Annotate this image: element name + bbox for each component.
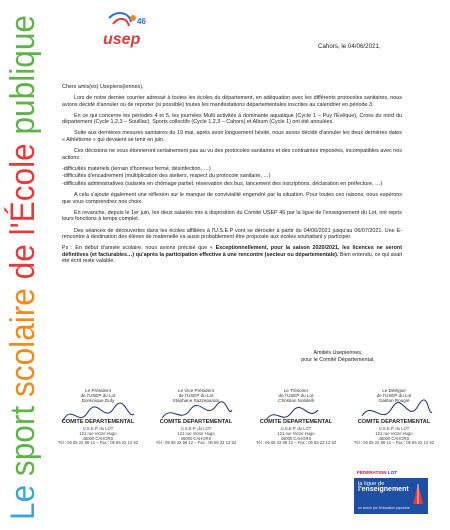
stamp-line: 121 rue Victor Hugo bbox=[375, 430, 413, 436]
list-item: -difficultés matériels (terrain d'honneur fermé, désinfection, …) bbox=[62, 165, 211, 172]
paragraph-6: En revanche, depuis le 1er juin, les deux salariés mis à disposition du Comité USEP 46 par la ligue de l'enseignement du Lot, ont repris leurs fonctions à temps complet. bbox=[62, 209, 402, 223]
stamp-line: U.S.E.P. du LOT bbox=[378, 426, 410, 431]
banner-text-graphic bbox=[0, 0, 46, 530]
closing bbox=[268, 350, 408, 364]
difficulties-list bbox=[62, 166, 402, 188]
paragraph-7: Des séances de découvertes dans les écoles affiliées à l'U.S.E.P vont se dérouler à partir du 04/06/2021 jusqu'au 06/07/2021. Une E-rencontre à destination des élèves de maternelle va aussi probablement être proposée aux écoles souhaitant y participer. bbox=[62, 227, 402, 241]
letter-date: Cahors, le 04/06/2021, bbox=[318, 43, 381, 50]
banner-word: publique bbox=[4, 5, 42, 135]
stamp-title: COMITE DEPARTEMENTAL bbox=[159, 419, 233, 425]
stamp-line: U.S.E.P. du LOT bbox=[82, 426, 114, 431]
paragraph-3: Suite aux dernières mesures sanitaires du 19 mai, après avoir longuement hésité, nous avons décidé d'annuler les deux dernières dates « Athlétisme » qui devaient se tenir en juin. bbox=[62, 130, 402, 144]
stamp-line: 46000 CAHORS bbox=[280, 435, 312, 441]
logo-number: 46 bbox=[137, 17, 146, 26]
stamp-line: 121 rue Victor Hugo bbox=[177, 430, 215, 436]
stamp-body bbox=[250, 427, 342, 446]
ligue-line-2: l'enseignement bbox=[358, 486, 409, 494]
paragraph-1: Lors de notre dernier courrier adressé à toutes les écoles du département, en adéquation avec les différents protocoles sanitaires, nous avions décidé d'annuler ou de reporter (si possible) toutes les manifestations départementales inscrites au calendrier en période 3. bbox=[62, 95, 402, 108]
ps-intro: Ps : En début d'année scolaire, nous avions précisé que « bbox=[62, 245, 216, 252]
logo-brand: usep bbox=[103, 31, 141, 48]
signature-block bbox=[250, 388, 342, 458]
closing-line-1: Amitiés Usepiennes, bbox=[313, 350, 363, 356]
banner-word: Le bbox=[4, 472, 42, 520]
stamp-line: 46000 CAHORS bbox=[180, 435, 212, 441]
stamp-line: Tél : 05 65 22 68 12 – Fax : 05 65 22 12 52 bbox=[255, 440, 337, 446]
stamp-line: 121 rue Victor Hugo bbox=[79, 430, 117, 436]
banner-word: sport bbox=[4, 391, 42, 477]
federation-dept: LOT bbox=[387, 470, 397, 475]
stamp-title: COMITE DEPARTEMENTAL bbox=[259, 419, 333, 425]
usep-logo bbox=[95, 10, 155, 54]
ps-bold: Exceptionnellement, pour la saison 2020/2021, les licences ne seront définitives (et facturables…) qu'après la participation effective à une rencontre (secteur ou départementale). bbox=[62, 245, 402, 258]
stamp-line: Tél : 05 65 22 68 12 – Fax : 05 65 22 12 52 bbox=[353, 440, 435, 446]
signature-block bbox=[348, 388, 440, 458]
signer-name: Christian Nobilelli bbox=[278, 398, 314, 404]
signer-role-org: de l'USEP du Lot bbox=[376, 393, 412, 399]
paragraph-2: En ce qui concerne les périodes 4 et 5, les journées Multi activités à dominante aquatique (Cycle 1 – Puy l'Évêque), Cross du nord du département (Cycle 1,2,3 – Souillac), Sports collectifs (Cycle 1,2,3 – Cahors) et Album (Cycle 1) ont été annulées. bbox=[62, 112, 402, 126]
ligue-tagline: un avenir par l'éducation populaire bbox=[358, 505, 410, 510]
signer-role: Le Vice Président bbox=[178, 388, 214, 393]
closing-line-2: pour le Comité Départemental, bbox=[301, 356, 375, 363]
signer-role: Le Trésorier bbox=[283, 388, 309, 393]
letter-body bbox=[62, 84, 402, 269]
stamp-title: COMITE DEPARTEMENTAL bbox=[61, 419, 135, 425]
signer-role-org: de l'USEP du Lot bbox=[80, 393, 116, 399]
stamp-line: 46000 CAHORS bbox=[378, 435, 410, 441]
banner-word: scolaire bbox=[4, 270, 42, 398]
stamp-body bbox=[52, 427, 144, 446]
stamp-body bbox=[150, 427, 242, 446]
list-item: -difficultés administratives (salariés en chômage partiel, réservation des bus, lancement des inscriptions, déclaration en préfecture, …) bbox=[62, 181, 383, 188]
signer-role: Le Président bbox=[85, 388, 111, 393]
signature-row bbox=[52, 388, 444, 458]
signer-name: Stéphane Sazzeparato bbox=[172, 398, 220, 404]
vertical-banner bbox=[0, 0, 46, 530]
postscript bbox=[62, 245, 402, 265]
stamp-line: 121 rue Victor Hugo bbox=[277, 430, 315, 436]
signer-role-org: de l'USEP du Lot bbox=[278, 393, 314, 399]
stamp-body bbox=[348, 427, 440, 446]
stamp-title: COMITE DEPARTEMENTAL bbox=[357, 419, 431, 425]
ligue-logo bbox=[354, 478, 428, 514]
stamp-line: U.S.E.P. du LOT bbox=[180, 426, 212, 431]
ps-end: Bien entendu, ce qui avait été écrit reste valable. bbox=[62, 251, 402, 265]
federation-word: FÉDÉRATION bbox=[357, 470, 387, 475]
banner-word: de bbox=[4, 232, 42, 280]
stamp-line: U.S.E.P. du LOT bbox=[280, 426, 312, 431]
paragraph-5: A cela s'ajoute également une réflexion sur le manque de convivialité engendré par la situation. Pour toutes ces raisons, nous espérons que vous comprendrez nos choix. bbox=[62, 192, 402, 205]
banner-slogan bbox=[4, 5, 42, 520]
banner-word: l'École bbox=[4, 126, 42, 236]
stamp-line: Tél : 05 65 22 68 12 – Fax : 05 65 22 12 52 bbox=[155, 440, 237, 446]
signer-name: Dominique Dufy bbox=[81, 398, 115, 404]
ligue-line-1: la ligue de bbox=[358, 481, 385, 487]
federation-label bbox=[357, 470, 397, 475]
signer-role: Le Délégué bbox=[382, 388, 406, 393]
stamp-line: Tél : 05 65 22 68 12 – Fax : 05 65 22 12 52 bbox=[57, 440, 139, 446]
signer-name: Gaëtan Rougié bbox=[378, 398, 410, 404]
signer-role-org: de l'USEP du Lot bbox=[178, 393, 214, 399]
stamp-line: 46000 CAHORS bbox=[82, 435, 114, 441]
list-item: -difficultés d'encadrement (multiplication des ateliers, respect du protocole sanitaire, …) bbox=[62, 173, 271, 180]
letter-greeting: Chers amis(es) Usepiens(iennes), bbox=[62, 84, 144, 90]
signature-block bbox=[150, 388, 242, 458]
paragraph-4: Ces décisions ne vous étonneront certainement pas au vu des protocoles sanitaires et des contraintes imposées, incompatibles avec nos actions : bbox=[62, 148, 402, 161]
sail-icon bbox=[411, 482, 425, 506]
signature-block bbox=[52, 388, 144, 458]
